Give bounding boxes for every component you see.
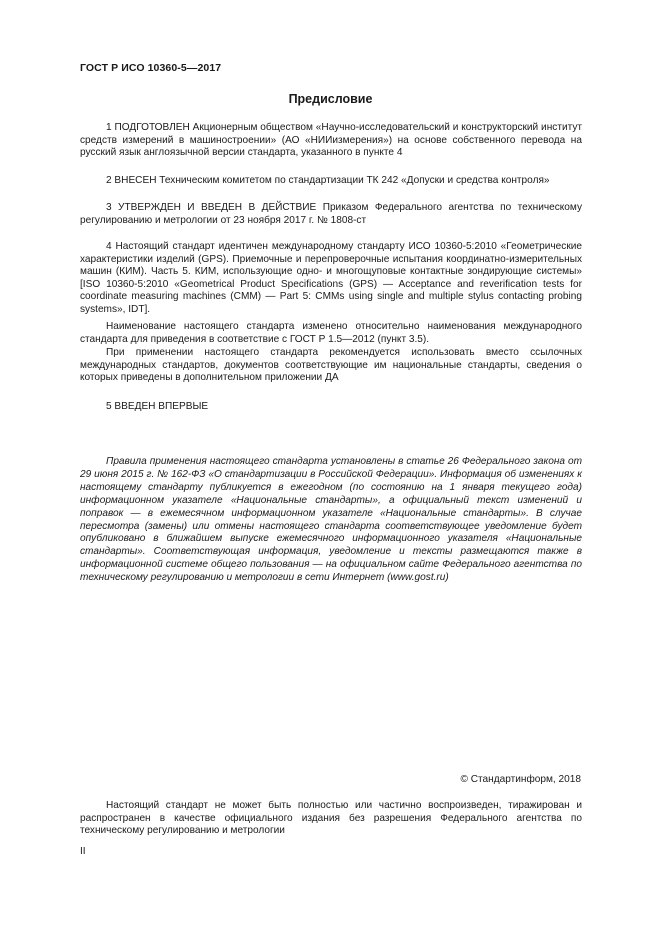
foreword-item-3: 3 УТВЕРЖДЕН И ВВЕДЕН В ДЕЙСТВИЕ Приказом Федерального агентства по техническому регулированию и метрологии от 23 ноября 2017 г. № 1808-ст xyxy=(80,202,582,226)
document-code: ГОСТ Р ИСО 10360-5—2017 xyxy=(80,62,222,74)
foreword-item-4: 4 Настоящий стандарт идентичен международному стандарту ИСО 10360-5:2010 «Геометрические характеристики изделий (GPS). Приемочные и перепроверочные испытания координатно-измерительных машин (КИМ). Часть 5. КИМ, использующие одно- и многощуповые контактные зондирующие системы» [ISO 10360-5:2010 «Geometrical Product Specifications (GPS) — Acceptance and reverification tests for coordinate measuring machines (CMM) — Part 5: CMMs using single and multiple stylus contacting probing systems», IDT]. xyxy=(80,241,582,315)
page-number: II xyxy=(80,846,86,857)
foreword-item-2: 2 ВНЕСЕН Техническим комитетом по стандартизации ТК 242 «Допуски и средства контроля» xyxy=(106,175,550,186)
foreword-item-5: 5 ВВЕДЕН ВПЕРВЫЕ xyxy=(106,401,209,412)
reproduction-notice: Настоящий стандарт не может быть полностью или частично воспроизведен, тиражирован и распространен в качестве официального издания без разрешения Федерального агентства по техническому регулированию и метрологии xyxy=(80,800,582,836)
foreword-item-4-naming: Наименование настоящего стандарта изменено относительно наименования международного стандарта для приведения в соответствие с ГОСТ Р 1.5—2012 (пункт 3.5). xyxy=(80,321,582,345)
application-rules-notice: Правила применения настоящего стандарта установлены в статье 26 Федерального закона от 29 июня 2015 г. № 162-ФЗ «О стандартизации в Российской Федерации». Информация об изменениях к настоящему стандарту публикуется в ежегодном (по состоянию на 1 января текущего года) информационном указателе «Национальные стандарты», а официальный текст изменений и поправок — в ежемесячном информационном указателе «Национальные стандарты». В случае пересмотра (замены) или отмены настоящего стандарта соответствующее уведомление будет опубликовано в ближайшем выпуске ежемесячного информационного указателя «Национальные стандарты». Соответствующая информация, уведомление и тексты размещаются также в информационной системе общего пользования — на официальном сайте Федерального агентства по техническому регулированию и метрологии в сети Интернет (www.gost.ru) xyxy=(80,456,582,584)
foreword-title: Предисловие xyxy=(288,92,373,106)
copyright: © Стандартинформ, 2018 xyxy=(460,774,581,785)
foreword-item-4-application: При применении настоящего стандарта рекомендуется использовать вместо ссылочных международных стандартов, документов соответствующие им национальные стандарты, сведения о которых приведены в дополнительном приложении ДА xyxy=(80,347,582,383)
foreword-item-1: 1 ПОДГОТОВЛЕН Акционерным обществом «Научно-исследовательский и конструкторский институт средств измерений в машиностроении» (АО «НИИизмерения») на основе собственного перевода на русский язык англоязычной версии стандарта, указанного в пункте 4 xyxy=(80,122,582,158)
